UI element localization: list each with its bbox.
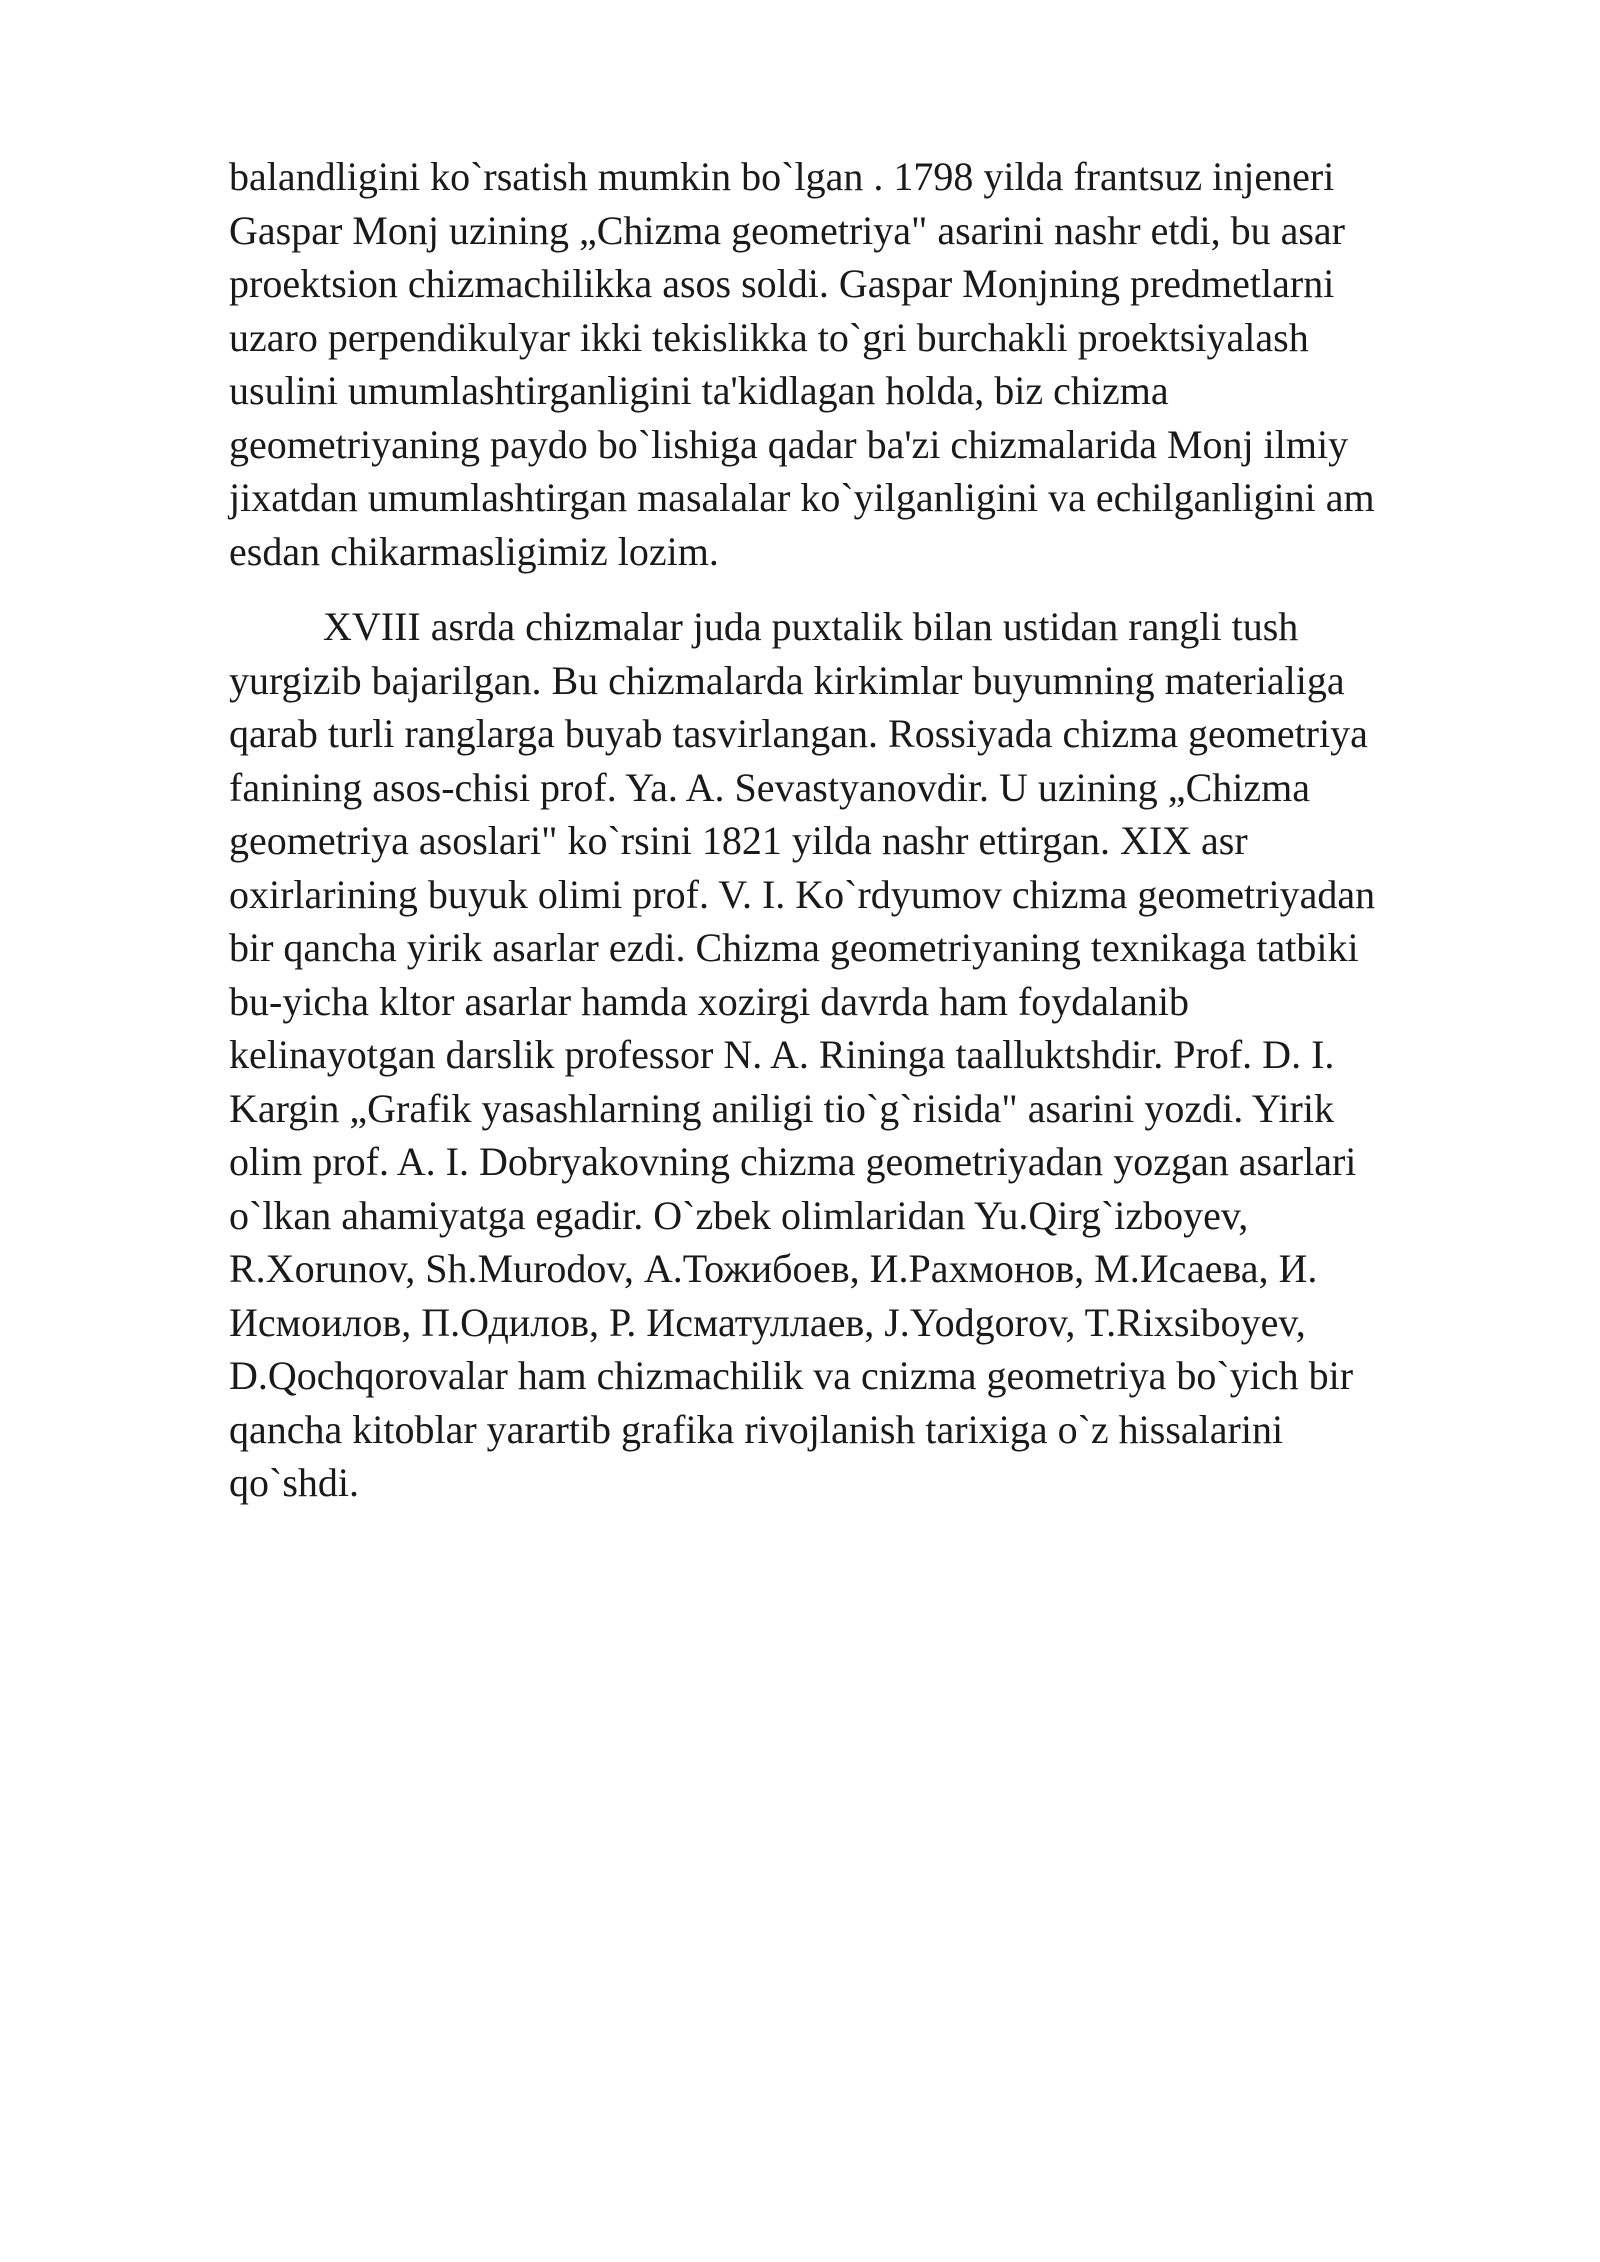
text-line: Kargin „Grafik yasashlarning aniligi tio`g`risida" asarini yozdi. Yirik (229, 1085, 1334, 1131)
text-line: oxirlarining buyuk olimi prof. V. I. Ko`rdyumov chizma geometriyadan (229, 871, 1376, 917)
text-line: uzaro perpendikulyar ikki tekislikka to`gri burchakli proektsiyalash (229, 314, 1309, 360)
text-line: esdan chikarmasligimiz lozim. (229, 528, 719, 574)
text-line: yurgizib bajarilgan. Bu chizmalarda kirkimlar buyumning materialiga (229, 657, 1345, 703)
paragraph-2 (229, 600, 1479, 1510)
text-line: Исмоилов, П.Одилов, Р. Исматуллаев, J.Yodgorov, T.Rixsiboyev, (229, 1299, 1306, 1345)
text-line: bir qancha yirik asarlar ezdi. Chizma geometriyaning texnikaga tatbiki (229, 925, 1359, 970)
text-line: jixatdan umumlashtirgan masalalar ko`yilganligini va echilganligini am (229, 475, 1375, 520)
text-line: kelinayotgan darslik professor N. A. Riningа taalluktshdir. Prof. D. I. (229, 1032, 1335, 1077)
paragraph-1 (229, 150, 1479, 578)
text-line: D.Qochqorovalar ham chizmachilik va cnizma geometriya bo`yich bir (229, 1353, 1354, 1398)
text-line: qancha kitoblar yarartib grafika rivojlanish tarixiga o`z hissalarini (229, 1406, 1284, 1452)
text-line: Gaspar Monj uzining „Chizma geometriya" asarini nashr etdi, bu asar (229, 207, 1345, 253)
text-line: fanining asos-chisi prof. Ya. A. Sevastyanovdir. U uzining „Chizma (229, 764, 1310, 810)
text-line: geometriya asoslari" ko`rsini 1821 yilda nashr ettirgan. XIX asr (229, 818, 1248, 863)
text-line: qarab turli ranglarga buyab tasvirlangan. Rossiyada chizma geometriya (229, 711, 1368, 756)
text-line: qo`shdi. (229, 1460, 359, 1505)
document-body (229, 150, 1479, 1510)
text-line: proektsion chizmachilikka asos soldi. Gaspar Monjning predmetlarni (229, 261, 1335, 306)
text-line: usulini umumlashtirganligini ta'kidlagan holda, biz chizma (229, 368, 1169, 413)
text-line: geometriyaning paydo bo`lishiga qadar ba'zi chizmalarida Monj ilmiy (229, 421, 1349, 467)
text-line: o`lkan ahamiyatga egadir. O`zbek olimlaridan Yu.Qirg`izboyev, (229, 1192, 1249, 1238)
text-line: R.Xorunov, Sh.Murodov, А.Тожибоев, И.Рахмонов, М.Исаева, И. (229, 1246, 1318, 1291)
text-line: balandligini ko`rsatish mumkin bo`lgan . 1798 yilda frantsuz injeneri (229, 154, 1335, 199)
text-line: bu-yicha kltor asarlar hamda xozirgi davrda ham foydalanib (229, 978, 1190, 1024)
text-line: olim prof. A. I. Dobryakovning chizma geometriyadan yozgan asarlari (229, 1139, 1357, 1184)
text-line-indented: XVIII asrda chizmalar juda puxtalik bilan ustidan rangli tush (323, 604, 1299, 649)
